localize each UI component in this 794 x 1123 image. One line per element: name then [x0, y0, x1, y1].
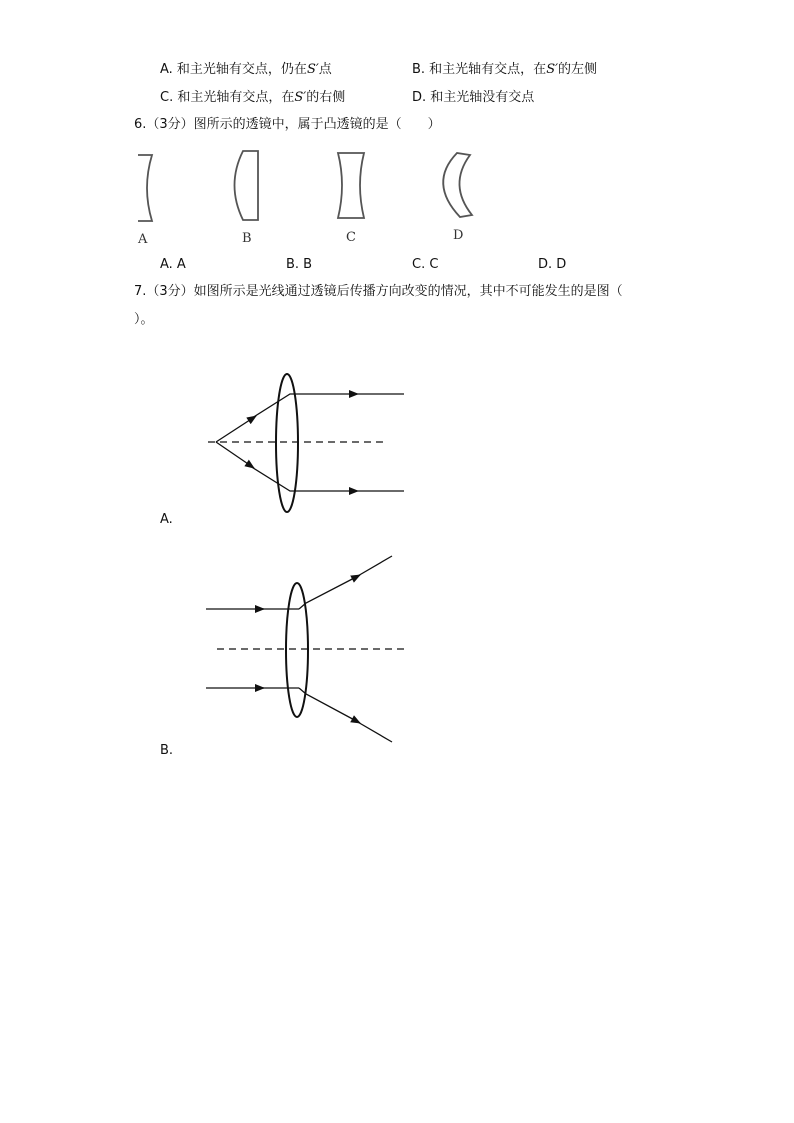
q6-option-a[interactable]: A. A [160, 257, 186, 272]
image-point-symbol: S′ [546, 62, 559, 77]
refracted-ray-lower [250, 466, 358, 491]
question-7-stem-line2: ）。 [134, 312, 154, 327]
lens-b-shape [235, 151, 259, 220]
option-a[interactable] [160, 61, 332, 79]
lens-b-label: B [242, 231, 252, 246]
option-b-prefix: B. 和主光轴有交点，在 [412, 62, 547, 77]
figure-a-diagram [190, 365, 420, 525]
figure-b-label: B. [160, 743, 174, 758]
image-point-symbol: S′ [294, 90, 307, 105]
lens-a-shape [138, 155, 152, 221]
convex-lens-shape [286, 583, 308, 717]
option-a-suffix: 点 [318, 62, 332, 77]
q6-option-b[interactable]: B. B [286, 257, 313, 272]
option-a-prefix: A. 和主光轴有交点，仍在 [160, 62, 307, 77]
option-b[interactable] [412, 61, 597, 79]
q6-option-c[interactable]: C. C [412, 257, 439, 272]
lens-d-label: D [453, 228, 464, 243]
lens-d-shape [443, 153, 472, 217]
option-b-suffix: 的左侧 [558, 62, 598, 77]
option-c-prefix: C. 和主光轴有交点，在 [160, 90, 295, 105]
refracted-ray-lower [299, 688, 360, 723]
q6-option-d[interactable]: D. D [538, 257, 567, 272]
lens-c-shape [338, 153, 364, 218]
figure-b-diagram [200, 550, 415, 750]
refracted-ray-upper [252, 394, 358, 418]
lens-a-label: A [138, 232, 148, 247]
option-c[interactable] [160, 89, 345, 107]
option-d[interactable]: D. 和主光轴没有交点 [412, 90, 535, 105]
incident-ray-upper [216, 416, 256, 442]
question-7-stem-line1: 7.（3分）如图所示是光线通过透镜后传播方向改变的情况，其中不可能发生的是图（ [134, 284, 623, 299]
lens-c-label: C [346, 230, 356, 245]
option-c-suffix: 的右侧 [306, 90, 346, 105]
figure-a-label: A. [160, 512, 173, 527]
question-6-stem: 6.（3分）图所示的透镜中，属于凸透镜的是（ ） [134, 117, 441, 132]
lens-figure [128, 145, 488, 250]
refracted-ray-upper [299, 575, 360, 609]
incident-ray-lower [216, 442, 254, 468]
image-point-symbol: S′ [306, 62, 319, 77]
